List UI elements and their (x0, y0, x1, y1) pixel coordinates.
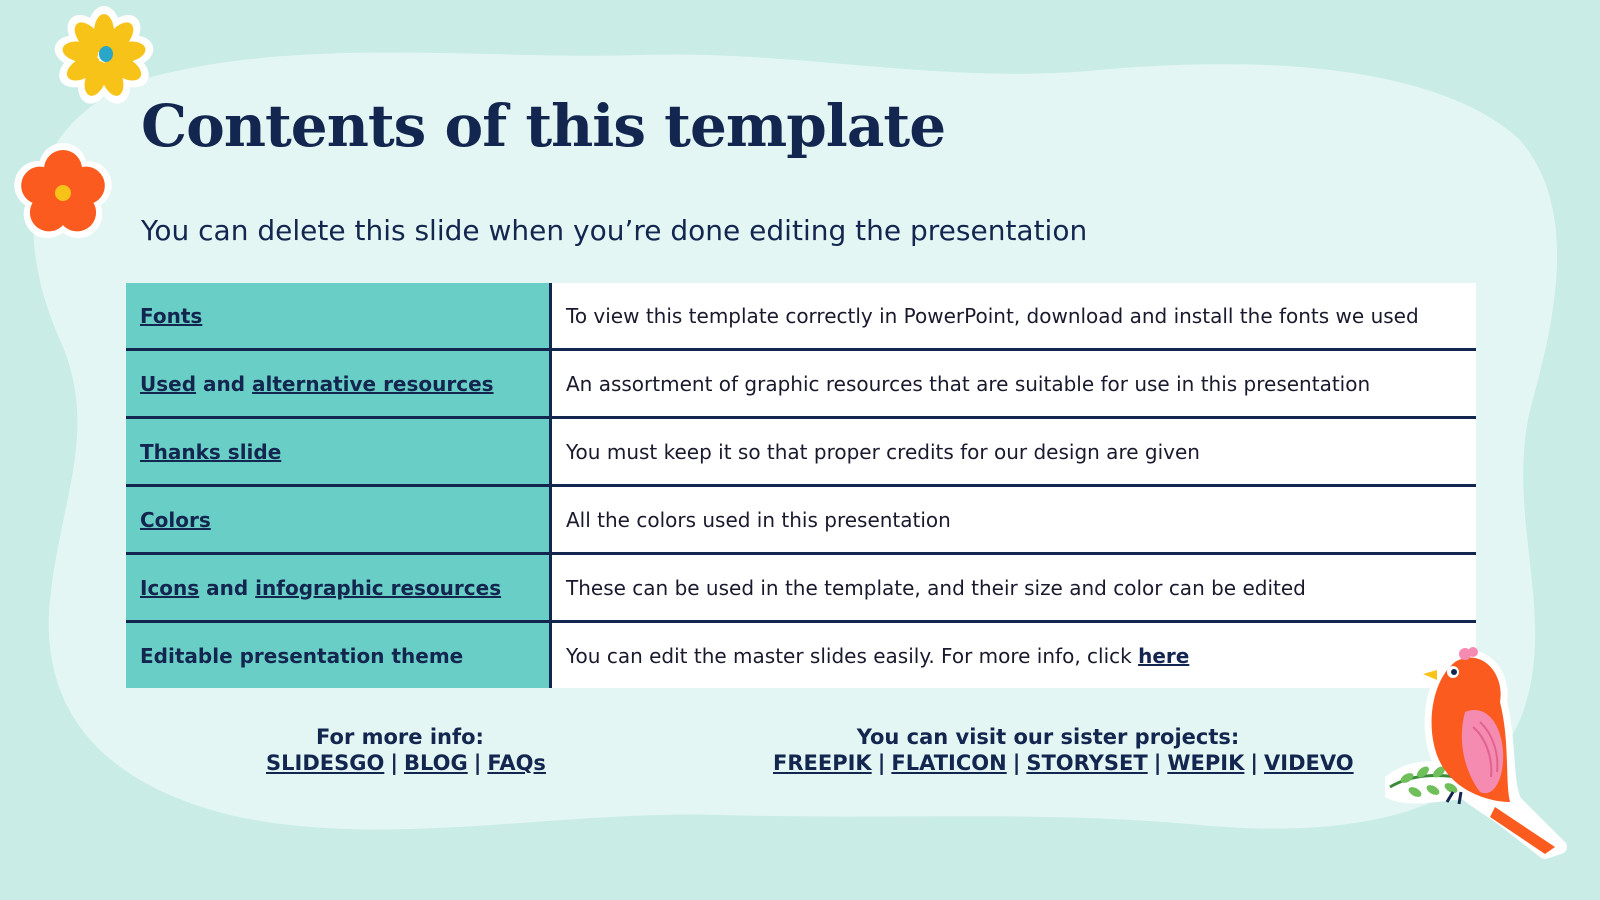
separator: | (1250, 751, 1259, 775)
table-row (126, 350, 1476, 418)
row-description: You can edit the master slides easily. For more info, click (566, 643, 1139, 668)
row-description: You must keep it so that proper credits for our design are given (566, 439, 1200, 464)
separator: | (390, 751, 398, 775)
row-title-cell (126, 283, 551, 350)
table-row (126, 554, 1476, 622)
row-description-cell (551, 486, 1477, 554)
contents-table (126, 283, 1476, 688)
separator: | (877, 751, 886, 775)
wepik-link[interactable]: WEPIK (1167, 751, 1245, 775)
row-title-link[interactable]: Colors (140, 507, 211, 532)
row-description: These can be used in the template, and their size and color can be edited (566, 575, 1306, 600)
row-description: An assortment of graphic resources that are suitable for use in this presentation (566, 371, 1371, 396)
row-description-cell (551, 283, 1477, 350)
row-title-text: and (199, 575, 256, 600)
row-title-text: and (196, 371, 253, 396)
row-title-cell (126, 350, 551, 418)
bird-illustration-icon (1385, 642, 1585, 872)
table-row (126, 622, 1476, 689)
videvo-link[interactable]: VIDEVO (1264, 751, 1354, 775)
table-row (126, 418, 1476, 486)
page-title: Contents of this template (141, 92, 946, 160)
table-row (126, 283, 1476, 350)
row-description-cell (551, 622, 1477, 689)
row-description-cell (551, 350, 1477, 418)
row-title-link[interactable]: Thanks slide (140, 439, 282, 464)
footer-more-info (266, 725, 546, 775)
row-description: All the colors used in this presentation (566, 507, 951, 532)
orange-flower-icon (10, 140, 116, 246)
freepik-link[interactable]: FREEPIK (773, 751, 872, 775)
row-title-link[interactable]: Icons (140, 575, 200, 600)
footer-sister-projects-heading: You can visit our sister projects: (856, 725, 1240, 749)
footer-more-info-heading: For more info: (316, 725, 484, 749)
here-link[interactable]: here (1138, 643, 1190, 668)
separator: | (473, 751, 482, 775)
row-title-link[interactable]: infographic resources (255, 575, 502, 600)
row-title-link[interactable]: alternative resources (252, 371, 494, 396)
blog-link[interactable]: BLOG (403, 751, 468, 775)
faqs-link[interactable]: FAQs (487, 751, 546, 775)
row-title-link[interactable]: Fonts (140, 303, 203, 328)
row-description: To view this template correctly in PowerPoint, download and install the fonts we used (566, 303, 1419, 328)
row-title-cell (126, 622, 551, 689)
row-title-cell (126, 486, 551, 554)
storyset-link[interactable]: STORYSET (1026, 751, 1148, 775)
row-description-cell (551, 418, 1477, 486)
separator: | (1153, 751, 1162, 775)
slidesgo-link[interactable]: SLIDESGO (266, 751, 385, 775)
flaticon-link[interactable]: FLATICON (891, 751, 1007, 775)
row-description-cell (551, 554, 1477, 622)
page-subtitle: You can delete this slide when you’re done editing the presentation (141, 214, 1088, 247)
table-row (126, 486, 1476, 554)
footer-sister-projects (773, 725, 1354, 775)
row-title-cell (126, 554, 551, 622)
separator: | (1012, 751, 1021, 775)
row-title-cell (126, 418, 551, 486)
yellow-flower-icon (52, 4, 156, 108)
row-title-text: Editable presentation theme (140, 643, 464, 668)
row-title-link[interactable]: Used (140, 371, 197, 396)
